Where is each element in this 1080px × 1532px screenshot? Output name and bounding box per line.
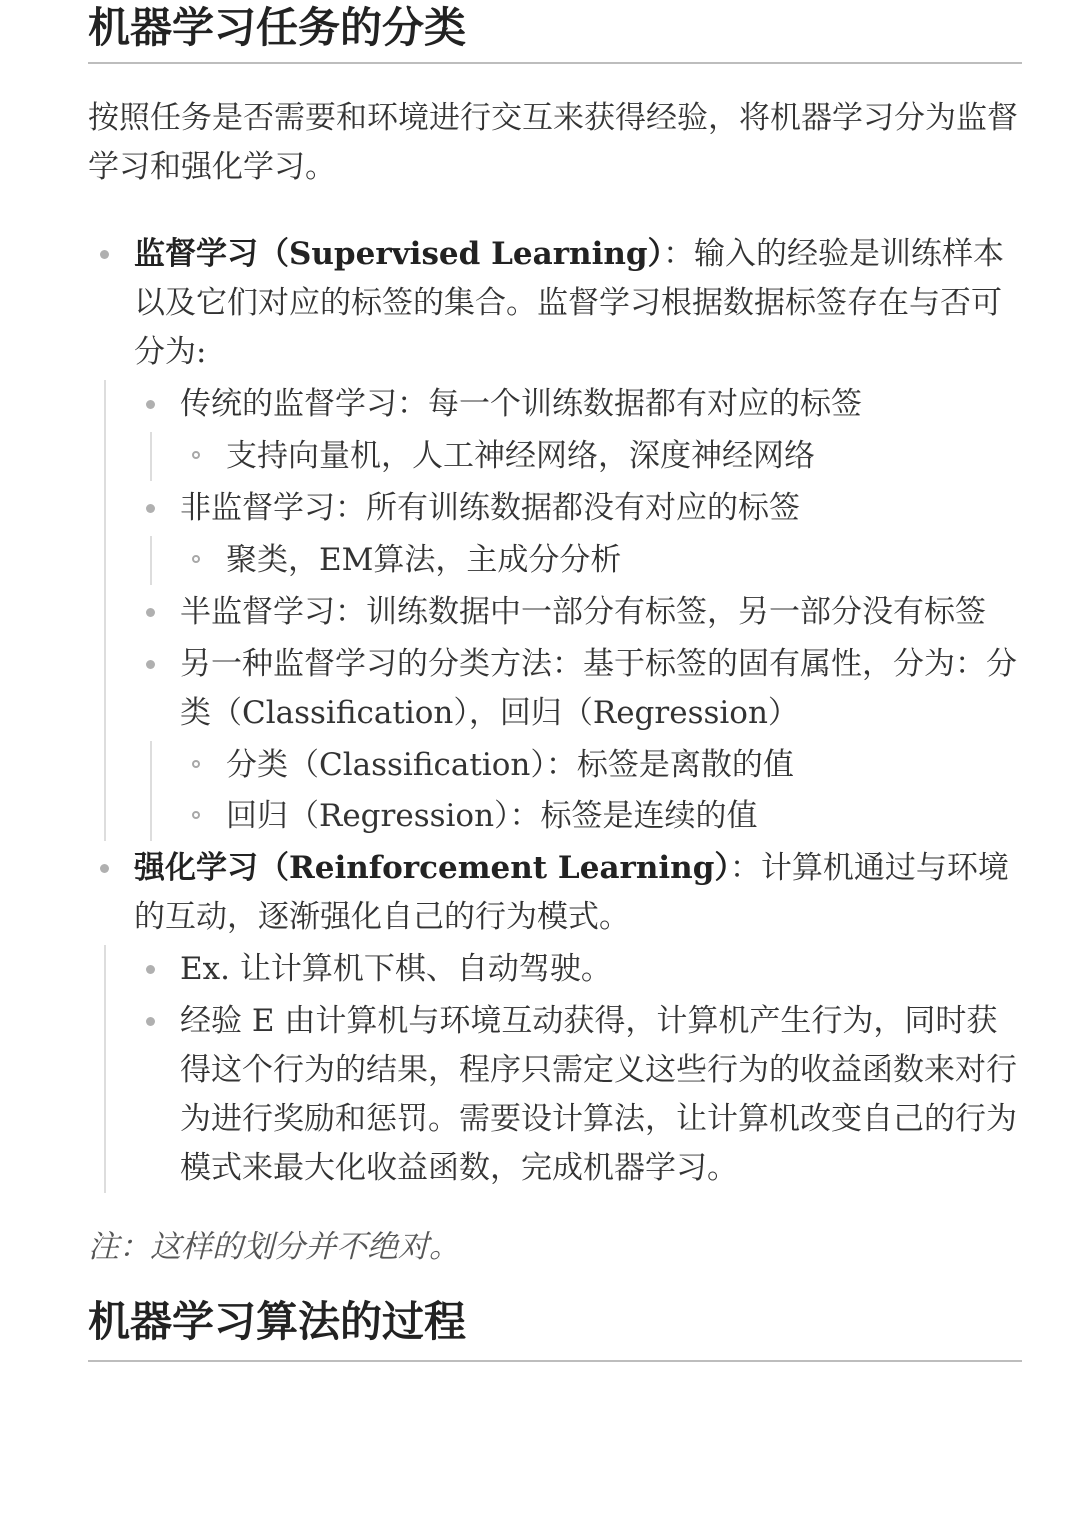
bullet-dot [100, 864, 109, 873]
nested-list-bar [104, 380, 1022, 841]
item-text: 经验 E 由计算机与环境互动获得，计算机产生行为，同时获得这个行为的结果，程序只需定义这些行为的收益函数来对行为进行奖励和惩罚。需要设计算法，让计算机改变自己的行为模式来最大化收益函数，完成机器学习。 [180, 1003, 1017, 1186]
list-item-example [134, 945, 1022, 994]
bullet-dot [146, 504, 155, 513]
list-item-unsupervised [134, 484, 1022, 585]
list-item-explanation [134, 997, 1022, 1193]
bullet-dot [146, 1017, 155, 1026]
bullet-circle [192, 451, 200, 459]
note-text: 注：这样的划分并不绝对。 [88, 1229, 460, 1265]
reinforcement-details-list [134, 945, 1022, 1193]
term-supervised: 监督学习（Supervised Learning） [134, 236, 664, 272]
desc-supervised: ：输入的经验是训练样本以及它们对应的标签的集合。监督学习根据数据标签存在与否可分为: [134, 236, 1005, 370]
section-heading-algorithm-process: 机器学习算法的过程 [88, 1294, 1022, 1362]
bullet-circle [192, 555, 200, 563]
bullet-dot [146, 965, 155, 974]
list-item-reinforcement [88, 844, 1022, 1193]
intro-paragraph: 按照任务是否需要和环境进行交互来获得经验，将机器学习分为监督学习和强化学习。 [88, 100, 1018, 185]
nested-list-bar [104, 945, 1022, 1193]
supervised-subtypes-list [134, 380, 1022, 841]
examples-list [180, 741, 1022, 841]
item-text: 支持向量机，人工神经网络，深度神经网络 [226, 438, 815, 474]
nested-list-bar [150, 432, 1022, 481]
item-text: 聚类，EM算法，主成分分析 [226, 542, 622, 578]
nested-list-bar [150, 741, 1022, 841]
bullet-dot [100, 250, 109, 259]
list-item-supervised [88, 230, 1022, 841]
list-item-regression [180, 792, 1022, 841]
list-item-traditional-supervised [134, 380, 1022, 481]
examples-list [180, 536, 1022, 585]
bullet-circle [192, 760, 200, 768]
list-item-example [180, 536, 1022, 585]
term-reinforcement: 强化学习（Reinforcement Learning） [134, 850, 730, 886]
document-body [88, 0, 1022, 1362]
desc-reinforcement: ：计算机通过与环境的互动，逐渐强化自己的行为模式。 [134, 850, 1009, 935]
item-text: 另一种监督学习的分类方法：基于标签的固有属性，分为：分类（Classification），回归（Regression） [180, 646, 1017, 731]
item-text: 回归（Regression）：标签是连续的值 [226, 798, 758, 834]
learning-type-list [88, 230, 1022, 1193]
item-text: 传统的监督学习：每一个训练数据都有对应的标签 [180, 386, 862, 422]
list-item-classification [180, 741, 1022, 790]
item-text: 分类（Classification）：标签是离散的值 [226, 747, 794, 783]
bullet-dot [146, 660, 155, 669]
nested-list-bar [150, 536, 1022, 585]
bullet-dot [146, 608, 155, 617]
bullet-dot [146, 400, 155, 409]
bullet-circle [192, 811, 200, 819]
list-item-semi-supervised [134, 588, 1022, 637]
list-item-example [180, 432, 1022, 481]
list-item-alt-classification [134, 640, 1022, 841]
item-text: 非监督学习：所有训练数据都没有对应的标签 [180, 490, 800, 526]
section-heading-task-classification: 机器学习任务的分类 [88, 0, 1022, 64]
examples-list [180, 432, 1022, 481]
item-text: 半监督学习：训练数据中一部分有标签，另一部分没有标签 [180, 594, 986, 630]
item-text: Ex. 让计算机下棋、自动驾驶。 [180, 951, 612, 987]
